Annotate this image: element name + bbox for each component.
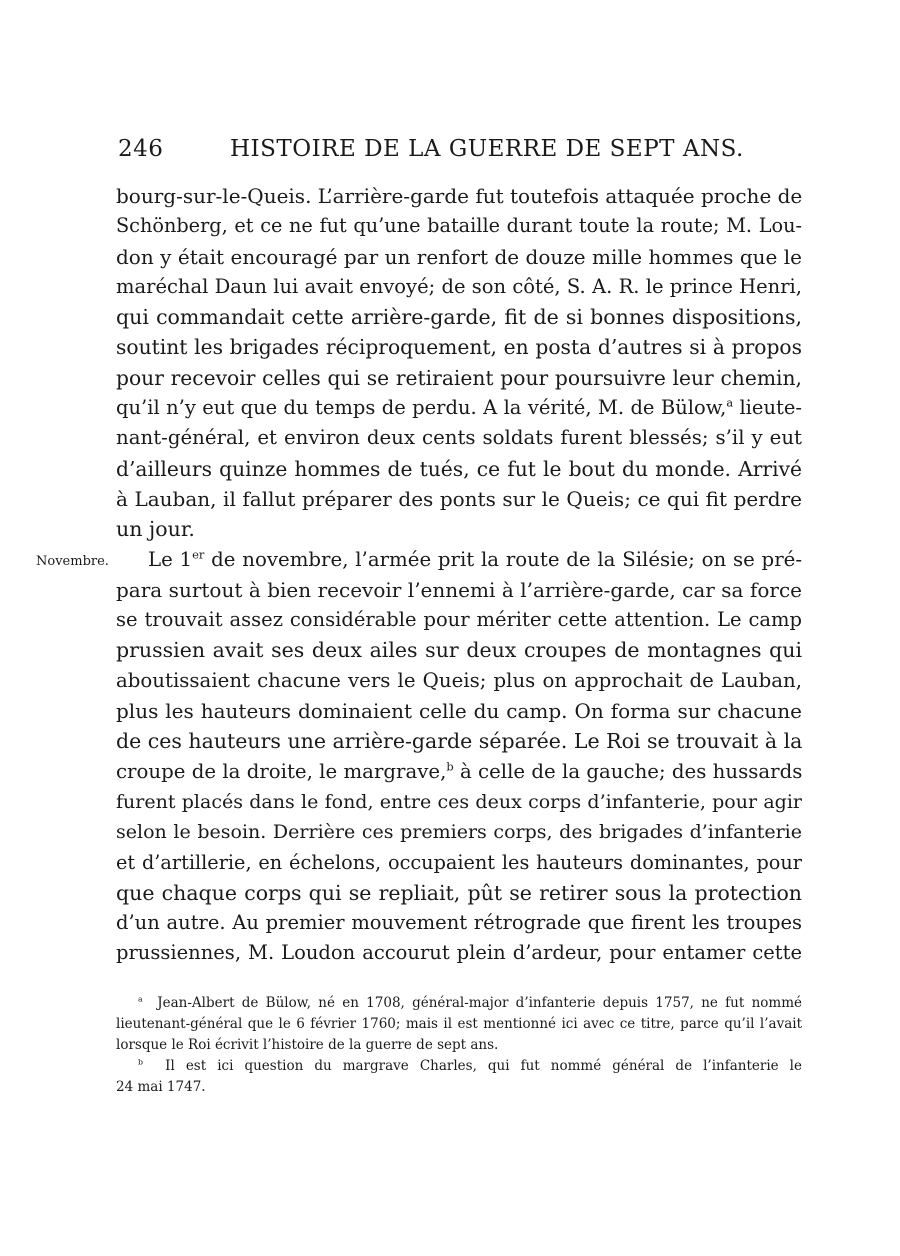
text-line: plus les hauteurs dominaient celle du camp. On forma sur chacune bbox=[116, 699, 802, 724]
footnote-b bbox=[116, 1056, 802, 1098]
text-line: bourg-sur-le-Queis. L’arrière-garde fut toutefois attaquée proche de bbox=[116, 184, 803, 208]
footnote-line: lieutenant-général que le 6 février 1760; mais il est mentionné ici avec ce titre, parce qu’il l’avait bbox=[116, 1016, 802, 1032]
text-span: croupe de la droite, le margrave, bbox=[116, 759, 447, 783]
paragraph bbox=[116, 545, 802, 969]
text-line bbox=[116, 757, 802, 787]
text-line: pour recevoir celles qui se retiraient pour poursuivre leur chemin, bbox=[116, 365, 802, 390]
footnote-a bbox=[116, 993, 802, 1056]
text-span: à celle de la gauche; des hussards bbox=[453, 759, 803, 783]
text-line bbox=[116, 545, 802, 575]
text-line bbox=[116, 393, 802, 423]
text-line: aboutissaient chacune vers le Queis; plus on approchait de Lauban, bbox=[116, 668, 802, 692]
text-line: nant-général, et environ deux cents soldats furent blessés; s’il y eut bbox=[116, 426, 802, 450]
text-line: selon le besoin. Derrière ces premiers corps, des brigades d’infanterie bbox=[116, 821, 802, 844]
text-span: Il est ici question du margrave Charles, qui fut nommé général de l’infanterie le bbox=[165, 1058, 802, 1074]
text-line: et d’artillerie, en échelons, occupaient les hauteurs dominantes, pour bbox=[116, 850, 802, 874]
footnote-marker: b bbox=[138, 1057, 144, 1067]
text-line: Schönberg, et ce ne fut qu’une bataille durant toute la route; M. Lou- bbox=[116, 214, 802, 238]
text-line: que chaque corps qui se repliait, pût se retirer sous la protection bbox=[116, 880, 802, 905]
text-span: Jean-Albert de Bülow, né en 1708, général-major d’infanterie depuis 1757, ne fut nommé bbox=[157, 995, 802, 1011]
footnote-line: lorsque le Roi écrivit l’histoire de la guerre de sept ans. bbox=[116, 1037, 499, 1053]
footnote-ref-a: a bbox=[726, 396, 734, 410]
text-span: qu’il n’y eut que du temps de perdu. A la vérité, M. de Bülow, bbox=[116, 396, 727, 420]
text-line: don y était encouragé par un renfort de douze mille hommes que le bbox=[116, 244, 802, 269]
text-line: de ces hauteurs une arrière-garde séparée. Le Roi se trouvait à la bbox=[116, 729, 803, 754]
footnotes bbox=[116, 993, 802, 1098]
text-line: qui commandait cette arrière-garde, fit de si bonnes dispositions, bbox=[116, 305, 802, 330]
page-number: 246 bbox=[118, 136, 164, 162]
text-line: maréchal Daun lui avait envoyé; de son côté, S. A. R. le prince Henri, bbox=[116, 274, 802, 298]
text-line: furent placés dans le fond, entre ces deux corps d’infanterie, pour agir bbox=[116, 790, 802, 813]
footnote-ref-b: b bbox=[446, 759, 454, 774]
footnote-marker: a bbox=[138, 994, 143, 1004]
running-title: HISTOIRE DE LA GUERRE DE SEPT ANS. bbox=[230, 136, 744, 162]
text-line: prussiennes, M. Loudon accourut plein d’ardeur, pour entamer cette bbox=[116, 941, 802, 965]
text-span: de novembre, l’armée prit la route de la Silésie; on se pré- bbox=[204, 547, 802, 571]
text-line: para surtout à bien recevoir l’ennemi à l’arrière-garde, car sa force bbox=[116, 577, 802, 602]
text-line: un jour. bbox=[116, 517, 195, 542]
footnote-line: 24 mai 1747. bbox=[116, 1079, 206, 1095]
text-line: prussien avait ses deux ailes sur deux croupes de montagnes qui bbox=[116, 638, 802, 663]
footnote-line bbox=[116, 1056, 802, 1077]
paragraph bbox=[116, 181, 802, 545]
footnote-line bbox=[116, 993, 802, 1014]
text-line: se trouvait assez considérable pour mériter cette attention. Le camp bbox=[116, 608, 802, 632]
body-text bbox=[116, 181, 802, 969]
ordinal-superscript: er bbox=[192, 546, 205, 561]
text-span: lieute- bbox=[733, 396, 802, 420]
text-line: d’ailleurs quinze hommes de tués, ce fut le bout du monde. Arrivé bbox=[116, 456, 802, 481]
margin-note: Novembre. bbox=[36, 554, 109, 569]
text-line: à Lauban, il fallut préparer des ponts sur le Queis; ce qui fit perdre bbox=[116, 486, 802, 511]
text-line: d’un autre. Au premier mouvement rétrograde que firent les troupes bbox=[116, 911, 802, 935]
text-line: soutint les brigades réciproquement, en posta d’autres si à propos bbox=[116, 335, 802, 360]
text-span: Le 1 bbox=[148, 547, 193, 571]
